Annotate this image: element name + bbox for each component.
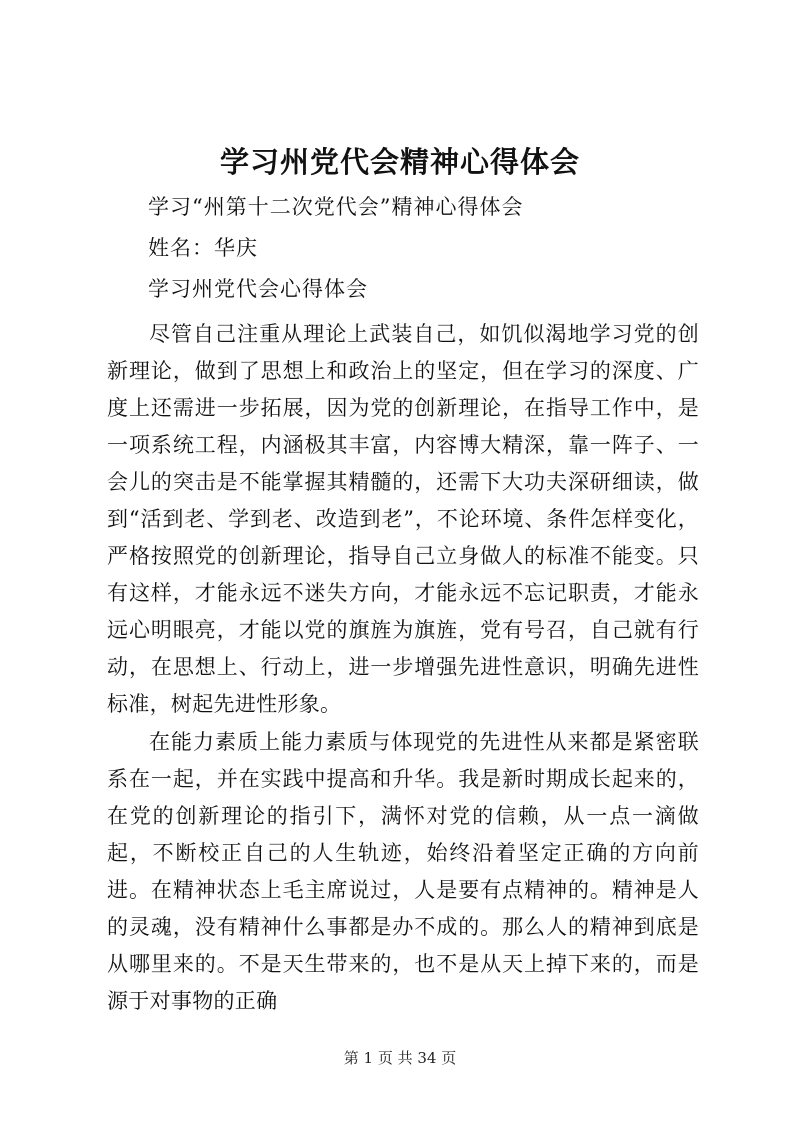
document-subtitle: 学习“州第十二次党代会”精神心得体会 — [148, 195, 524, 219]
author-name-line: 姓名：华庆 — [148, 236, 258, 260]
body-paragraph-2: 在能力素质上能力素质与体现党的先进性从来都是紧密联系在一起，并在实践中提高和升华。我是新时期成长起来的，在党的创新理论的指引下，满怀对党的信赖，从一点一滴做起，不断校正自己的人生轨迹，始终沿着坚定正确的方向前进。在精神状态上毛主席说过，人是要有点精神的。精神是人的灵魂，没有精神什么事都是办不成的。那么人的精神到底是从哪里来的。不是天生带来的，也不是从天上掉下来的，而是源于对事物的正确 — [107, 730, 699, 1013]
section-heading: 学习州党代会心得体会 — [148, 277, 368, 301]
document-title: 学习州党代会精神心得体会 — [219, 145, 580, 179]
body-paragraph-1: 尽管自己注重从理论上武装自己，如饥似渴地学习党的创新理论，做到了思想上和政治上的坚定，但在学习的深度、广度上还需进一步拓展，因为党的创新理论，在指导工作中，是一项系统工程，内涵极其丰富，内容博大精深，靠一阵子、一会儿的突击是不能掌握其精髓的，还需下大功夫深研细读，做到“活到老、学到老、改造到老”，不论环境、条件怎样变化，严格按照党的创新理论，指导自己立身做人的标准不能变。只有这样，才能永远不迷失方向，才能永远不忘记职责，才能永远心明眼亮，才能以党的旗旌为旗旌，党有号召，自己就有行动，在思想上、行动上，进一步增强先进性意识，明确先进性标准，树起先进性形象。 — [107, 322, 699, 716]
page-footer: 第 1 页 共 34 页 — [343, 1049, 457, 1067]
